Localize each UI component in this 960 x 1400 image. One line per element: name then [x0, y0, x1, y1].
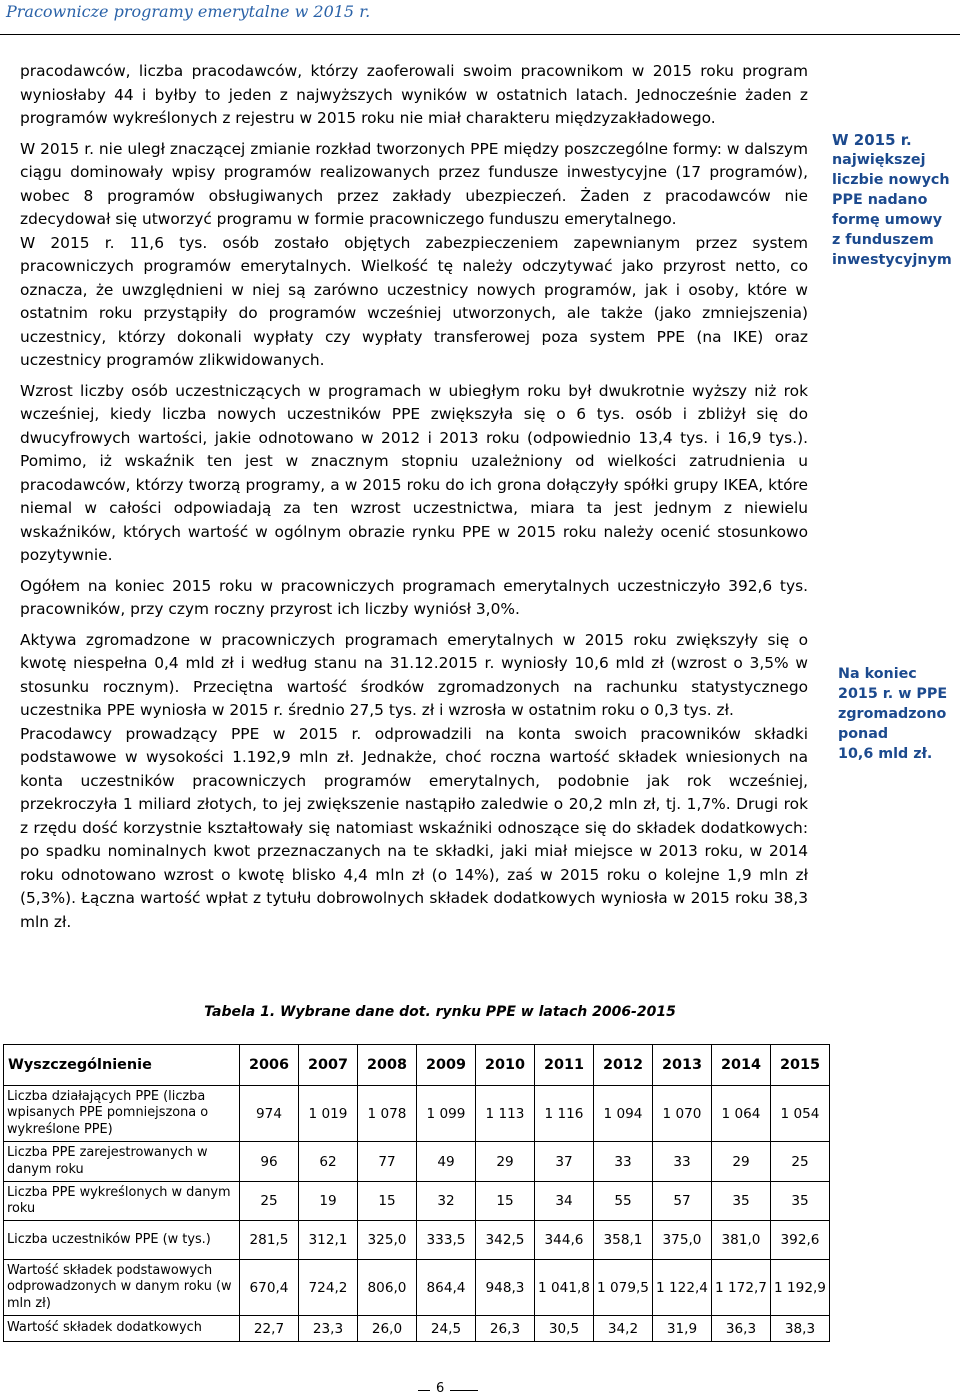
year-header: 2011	[535, 1045, 594, 1086]
table-cell: 1 122,4	[653, 1260, 712, 1316]
margin-note-line: formę umowy	[832, 212, 943, 228]
table-cell: 37	[535, 1142, 594, 1182]
table-row	[4, 1182, 830, 1221]
table-cell: 22,7	[240, 1316, 299, 1342]
table-cell: 55	[594, 1182, 653, 1221]
year-header: 2013	[653, 1045, 712, 1086]
table-cell: 670,4	[240, 1260, 299, 1316]
table-cell: 30,5	[535, 1316, 594, 1342]
table-cell: 1 094	[594, 1086, 653, 1142]
table-cell: 344,6	[535, 1221, 594, 1260]
table-cell: 1 079,5	[594, 1260, 653, 1316]
table-row	[4, 1316, 830, 1342]
table-row	[4, 1221, 830, 1260]
year-header: 2015	[771, 1045, 830, 1086]
table-cell: 1 192,9	[771, 1260, 830, 1316]
table-cell: 29	[712, 1142, 771, 1182]
table-cell: 31,9	[653, 1316, 712, 1342]
table-cell: 26,0	[358, 1316, 417, 1342]
table-cell: 1 054	[771, 1086, 830, 1142]
table-cell: 34,2	[594, 1316, 653, 1342]
paragraph: W 2015 r. 11,6 tys. osób zostało objętych zabezpieczeniem zapewnianym przez system pracowniczych programów emerytalnych. Wielkość tę należy odczytywać jako przyrost netto, co oznacza, że uwzględnieni w niej są zarówno uczestnicy nowych programów, jak i osoby, które w ostatnim roku przystąpiły do programów wcześniej utworzonych, ale także (jako zmniejszenia) uczestnicy, którzy dokonali wypłaty czy wypłaty transferowej poza system PPE (na IKE) oraz uczestnicy programów zlikwidowanych.	[20, 233, 808, 369]
table-cell: 375,0	[653, 1221, 712, 1260]
paragraph: Ogółem na koniec 2015 roku w pracowniczych programach emerytalnych uczestniczyło 392,6 tys. pracowników, przy czym roczny przyrost ich liczby wyniósł 3,0%.	[20, 576, 808, 618]
table-cell: 974	[240, 1086, 299, 1142]
margin-note-line: ponad	[838, 726, 889, 742]
ppe-data-table	[3, 1044, 830, 1342]
table-cell: 33	[594, 1142, 653, 1182]
margin-note-line: z funduszem	[832, 232, 934, 248]
table-cell: 1 019	[299, 1086, 358, 1142]
column-header: Wyszczególnienie	[4, 1045, 240, 1086]
table-cell: 806,0	[358, 1260, 417, 1316]
table-cell: 96	[240, 1142, 299, 1182]
table-cell: 29	[476, 1142, 535, 1182]
table-cell: 392,6	[771, 1221, 830, 1260]
table-cell: 49	[417, 1142, 476, 1182]
table-cell: 62	[299, 1142, 358, 1182]
running-title: Pracownicze programy emerytalne w 2015 r.	[6, 2, 371, 21]
table-cell: 724,2	[299, 1260, 358, 1316]
table-cell: 24,5	[417, 1316, 476, 1342]
paragraph: W 2015 r. nie uległ znaczącej zmianie rozkład tworzonych PPE między poszczególne formy: w dalszym ciągu dominowały wpisy programów realizowanych przez fundusze inwestycyjne (17 programów), wobec 8 programów obsługiwanych przez zakłady ubezpieczeń. Żaden z pracodawców nie zdecydował się utworzyć programu w formie pracowniczego funduszu emerytalnego.	[20, 139, 808, 228]
table-cell: 35	[771, 1182, 830, 1221]
table-cell: 864,4	[417, 1260, 476, 1316]
page-header	[0, 0, 960, 35]
table-cell: 19	[299, 1182, 358, 1221]
table-cell: 25	[240, 1182, 299, 1221]
table-cell: 35	[712, 1182, 771, 1221]
table-cell: 381,0	[712, 1221, 771, 1260]
year-header: 2007	[299, 1045, 358, 1086]
table-row	[4, 1260, 830, 1316]
margin-note-2	[838, 664, 960, 764]
paragraph: pracodawców, liczba pracodawców, którzy zaoferowali swoim pracownikom w 2015 roku program wyniosłaby 44 i byłby to jeden z najwyższych wyników w ostatnich latach. Jednocześnie żaden z programów wykreślonych z rejestru w 2015 roku nie miał charakteru międzyzakładowego.	[20, 62, 808, 127]
table-cell: 358,1	[594, 1221, 653, 1260]
table-cell: 57	[653, 1182, 712, 1221]
table-cell: 1 099	[417, 1086, 476, 1142]
page-number: 6	[430, 1381, 450, 1396]
row-label: Liczba PPE wykreślonych w danym roku	[4, 1182, 240, 1221]
table-cell: 1 113	[476, 1086, 535, 1142]
table-cell: 33	[653, 1142, 712, 1182]
margin-note-line: zgromadzono	[838, 706, 947, 722]
row-label: Liczba uczestników PPE (w tys.)	[4, 1221, 240, 1260]
row-label: Wartość składek podstawowych odprowadzonych w danym roku (w mln zł)	[4, 1260, 240, 1316]
margin-note-line: inwestycyjnym	[832, 252, 952, 268]
year-header: 2008	[358, 1045, 417, 1086]
table-cell: 38,3	[771, 1316, 830, 1342]
main-text	[20, 60, 808, 941]
table-cell: 281,5	[240, 1221, 299, 1260]
margin-note-line: Na koniec	[838, 666, 917, 682]
table-cell: 15	[476, 1182, 535, 1221]
table-cell: 325,0	[358, 1221, 417, 1260]
margin-note-line: 10,6 mld zł.	[838, 746, 933, 762]
year-header: 2009	[417, 1045, 476, 1086]
table-cell: 333,5	[417, 1221, 476, 1260]
table-cell: 36,3	[712, 1316, 771, 1342]
table-cell: 32	[417, 1182, 476, 1221]
table-cell: 1 116	[535, 1086, 594, 1142]
table-cell: 77	[358, 1142, 417, 1182]
margin-note-line: największej	[832, 152, 926, 168]
table-header-row	[4, 1045, 830, 1086]
table-row	[4, 1142, 830, 1182]
margin-note-1	[832, 130, 960, 270]
table-caption: Tabela 1. Wybrane dane dot. rynku PPE w latach 2006-2015	[204, 1004, 676, 1020]
table-cell: 23,3	[299, 1316, 358, 1342]
year-header: 2014	[712, 1045, 771, 1086]
margin-note-line: PPE nadano	[832, 192, 928, 208]
margin-note-line: W 2015 r.	[832, 131, 912, 149]
table-cell: 342,5	[476, 1221, 535, 1260]
margin-note-line: 2015 r. w PPE	[838, 686, 948, 702]
table-cell: 1 070	[653, 1086, 712, 1142]
row-label: Liczba działających PPE (liczba wpisanych PPE pomniejszona o wykreślone PPE)	[4, 1086, 240, 1142]
paragraph: Pracodawcy prowadzący PPE w 2015 r. odprowadzili na konta swoich pracowników składki podstawowe w wysokości 1.192,9 mln zł. Jednakże, choć roczna wartość składek wniesionych na konta uczestników pracowniczych programów emerytalnych, podobnie jak rok wcześniej, przekroczyła 1 miliard złotych, to jej zwiększenie nastąpiło zaledwie o 20,2 mln zł, tj. 1,7%. Drugi rok z rzędu dość korzystnie kształtowały się natomiast wskaźniki odnoszące się do składek dodatkowych: po spadku nominalnych kwot przeznaczanych na te składki, jaki miał miejsce w 2013 roku, w 2014 roku odnotowano wzrost o kwotę blisko 4,4 mln zł (o 14%), zaś w 2015 roku o kolejne 1,9 mln zł (5,3%). Łączna wartość wpłat z tytułu dobrowolnych składek dodatkowych wyniosła w 2015 roku 38,3 mln zł.	[20, 724, 808, 931]
table-cell: 34	[535, 1182, 594, 1221]
year-header: 2012	[594, 1045, 653, 1086]
row-label: Liczba PPE zarejestrowanych w danym roku	[4, 1142, 240, 1182]
paragraph: Wzrost liczby osób uczestniczących w programach w ubiegłym roku był dwukrotnie wyższy niż rok wcześniej, kiedy liczba nowych uczestników PPE zwiększyła się o 6 tys. osób i zbliżył się do dwucyfrowych wartości, jakie odnotowano w 2012 i 2013 roku (odpowiednio 13,4 tys. i 16,9 tys.). Pomimo, iż wskaźnik ten jest w znacznym stopniu uzależniony od wielkości zatrudnienia u pracodawców, którzy tworzą programy, a w 2015 roku do ich grona dołączyły spółki grupy IKEA, które niemal w całości odpowiadają za ten wzrost uczestnictwa, miara ta jest jednym z niewielu wskaźników, których wartość w ogólnym obrazie rynku PPE w 2015 roku należy ocenić stosunkowo pozytywnie.	[20, 381, 808, 564]
table-cell: 1 172,7	[712, 1260, 771, 1316]
margin-note-line: liczbie nowych	[832, 172, 950, 188]
table-cell: 1 078	[358, 1086, 417, 1142]
table-cell: 15	[358, 1182, 417, 1221]
table-cell: 25	[771, 1142, 830, 1182]
table-cell: 26,3	[476, 1316, 535, 1342]
paragraph: Aktywa zgromadzone w pracowniczych programach emerytalnych w 2015 roku zwiększyły się o kwotę niespełna 0,4 mld zł i według stanu na 31.12.2015 r. wyniosły 10,6 mld zł (wzrost o 3,5% w stosunku rocznym). Przeciętna wartość środków zgromadzonych na rachunku statystycznego uczestnika PPE wyniosła w 2015 r. średnio 27,5 tys. zł i wzrosła w ostatnim roku o 0,3 tys. zł.	[20, 630, 808, 719]
year-header: 2006	[240, 1045, 299, 1086]
year-header: 2010	[476, 1045, 535, 1086]
table-cell: 948,3	[476, 1260, 535, 1316]
table-cell: 1 041,8	[535, 1260, 594, 1316]
table-cell: 1 064	[712, 1086, 771, 1142]
row-label: Wartość składek dodatkowych	[4, 1316, 240, 1342]
table-row	[4, 1086, 830, 1142]
table-cell: 312,1	[299, 1221, 358, 1260]
